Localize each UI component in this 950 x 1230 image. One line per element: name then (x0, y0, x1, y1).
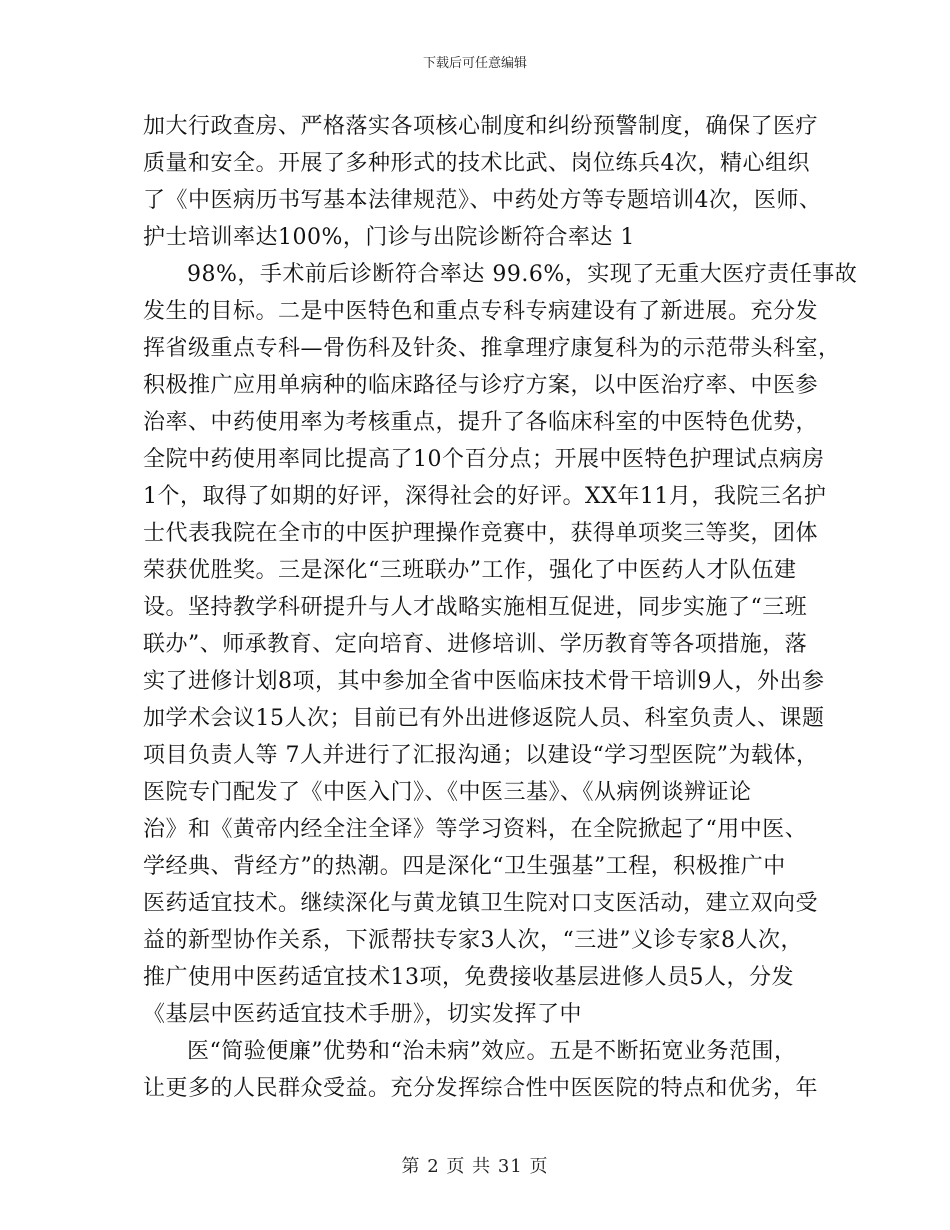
text-line: 推广使用中医药适宜技术13项，免费接收基层进修人员5人，分发 (143, 965, 794, 990)
text-line: 1个，取得了如期的好评，深得社会的好评。XX年11月，我院三名护 (143, 484, 827, 509)
text-line: 设。坚持教学科研提升与人才战略实施相互促进，同步实施了“三班 (143, 595, 808, 620)
text-line: 加大行政查房、严格落实各项核心制度和纠纷预警制度，确保了医疗 (143, 114, 819, 139)
text-line: 了《中医病历书写基本法律规范》、中药处方等专题培训4次，医师、 (143, 188, 822, 213)
text-line: 医院专门配发了《中医入门》、《中医三基》、《从病例谈辨证论 (143, 780, 752, 805)
page-header: 下载后可任意编辑 (422, 56, 527, 71)
text-line: 治》和《黄帝内经全注全译》等学习资料，在全院掀起了“用中医、 (143, 817, 808, 842)
text-line: 加学术会议15人次；目前已有外出进修返院人员、科室负责人、课题 (143, 706, 825, 731)
page-number: 第 2 页 共 31 页 (401, 1156, 549, 1177)
text-line: 治率、中药使用率为考核重点，提升了各临床科室的中医特色优势， (143, 410, 819, 435)
text-line: 让更多的人民群众受益。充分发挥综合性中医医院的特点和优劣，年 (143, 1076, 819, 1101)
text-line: 积极推广应用单病种的临床路径与诊疗方案，以中医治疗率、中医参 (143, 373, 819, 398)
text-line: 发生的目标。二是中医特色和重点专科专病建设有了新进展。充分发 (143, 299, 819, 324)
text-line: 荣获优胜奖。三是深化“三班联办”工作，强化了中医药人才队伍建 (143, 558, 797, 583)
text-line: 医药适宜技术。继续深化与黄龙镇卫生院对口支医活动，建立双向受 (143, 891, 819, 916)
text-line: 《基层中医药适宜技术手册》，切实发挥了中 (143, 1002, 583, 1027)
text-line: 挥省级重点专科—骨伤科及针灸、推拿理疗康复科为的示范带头科室， (143, 336, 841, 361)
text-line: 护士培训率达100%，门诊与出院诊断符合率达 1 (143, 225, 635, 250)
text-line: 98%，手术前后诊断符合率达 99.6%，实现了无重大医疗责任事故 (187, 262, 858, 287)
text-line: 士代表我院在全市的中医护理操作竞赛中，获得单项奖三等奖，团体 (143, 521, 819, 546)
text-line: 项目负责人等 7人并进行了汇报沟通；以建设“学习型医院”为载体， (143, 743, 819, 768)
text-line: 实了进修计划8项，其中参加全省中医临床技术骨干培训9人，外出参 (143, 669, 825, 694)
body-text (143, 108, 858, 1107)
text-line: 联办”、师承教育、定向培育、进修培训、学历教育等各项措施，落 (143, 632, 808, 657)
text-line: 质量和安全。开展了多种形式的技术比武、岗位练兵4次，精心组织 (143, 151, 810, 176)
text-line: 益的新型协作关系，下派帮扶专家3人次，“三进”义诊专家8人次， (143, 928, 803, 953)
text-line: 医“简验便廉”优势和“治未病”效应。五是不断拓宽业务范围， (187, 1039, 797, 1064)
text-line: 学经典、背经方”的热潮。四是深化“卫生强基”工程，积极推广中 (143, 854, 786, 879)
text-line: 全院中药使用率同比提高了10个百分点；开展中医特色护理试点病房 (143, 447, 825, 472)
